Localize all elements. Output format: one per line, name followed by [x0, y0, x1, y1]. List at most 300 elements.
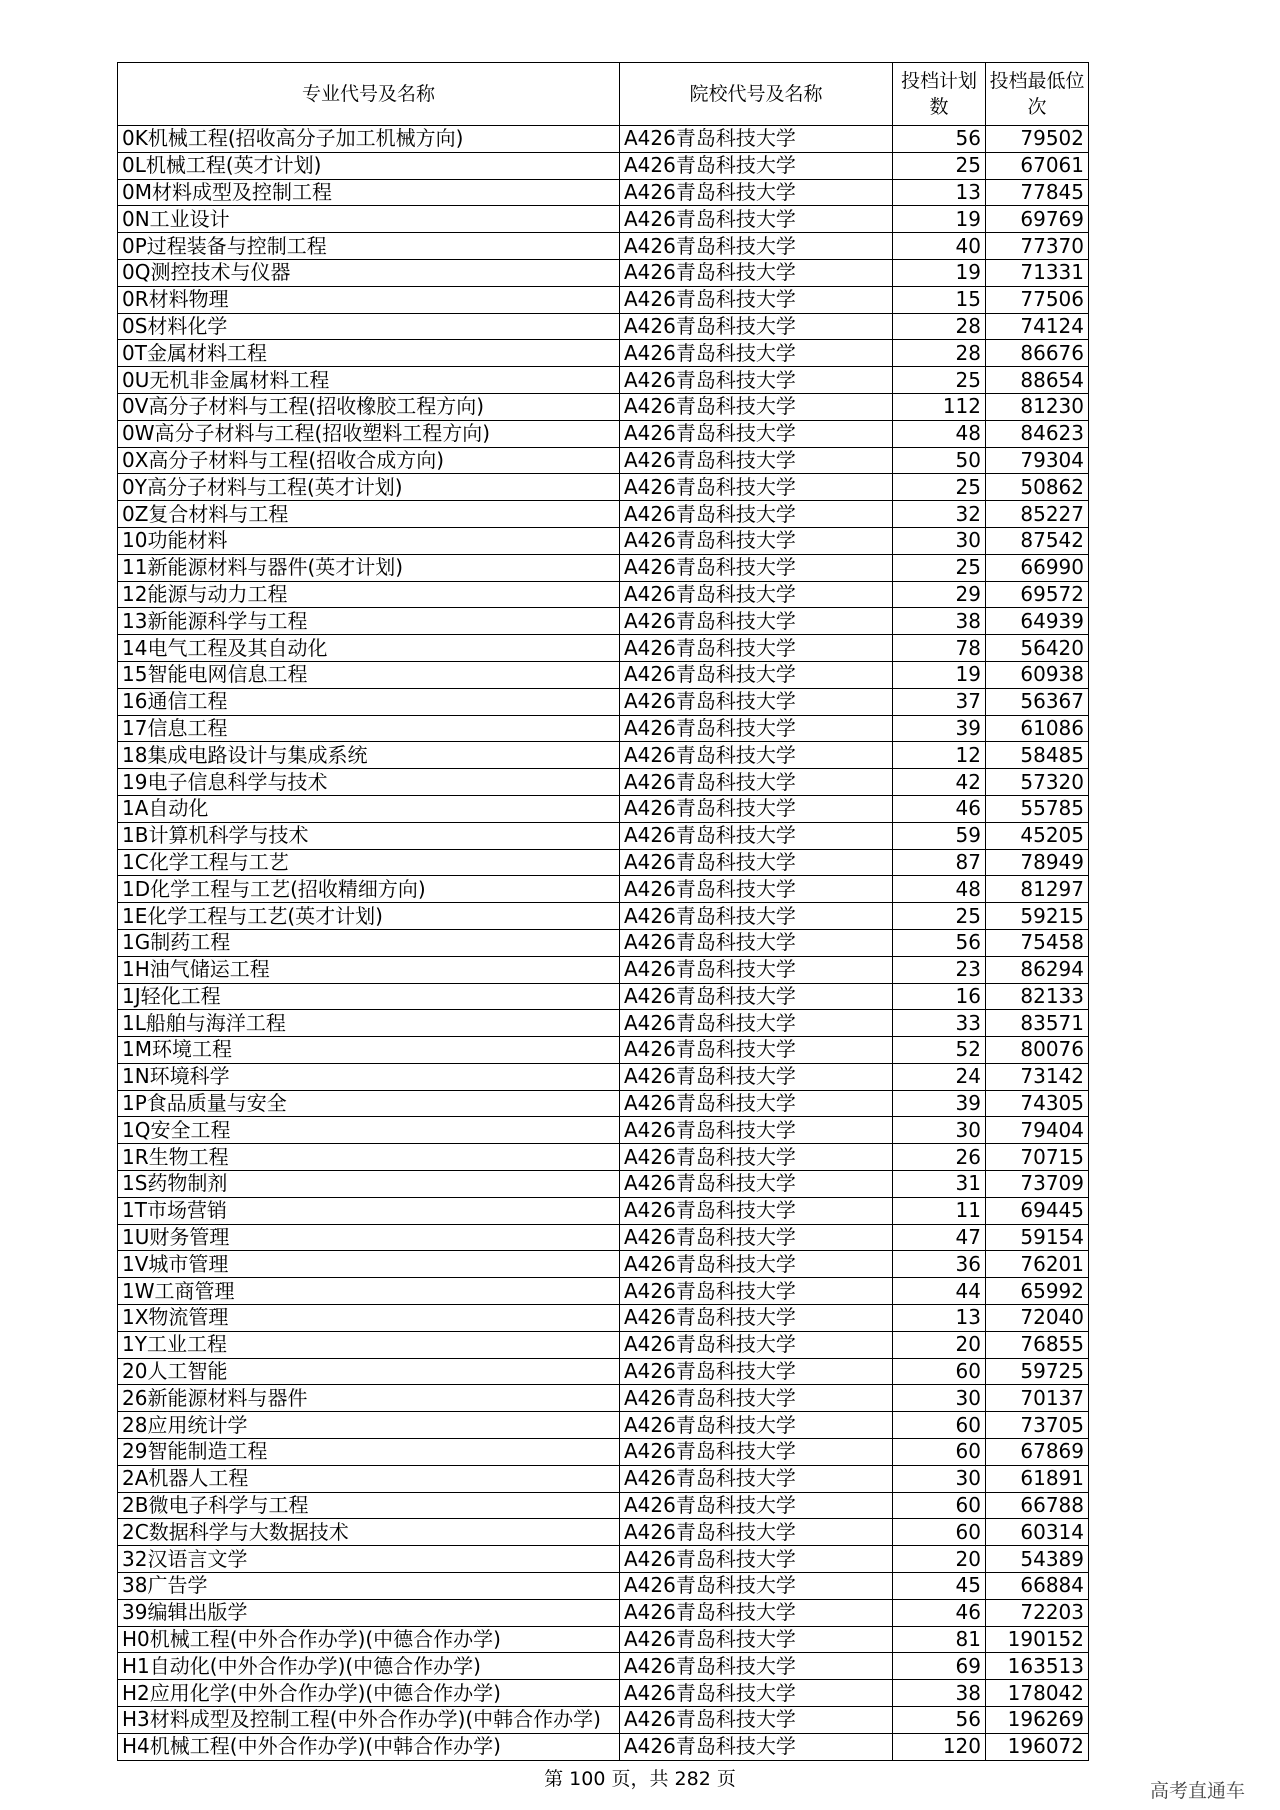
plan-count-cell: 39 — [893, 715, 986, 742]
min-rank-cell: 69572 — [986, 581, 1089, 608]
school-cell: A426青岛科技大学 — [620, 1680, 893, 1707]
table-row — [118, 1439, 1089, 1466]
table-row — [118, 1465, 1089, 1492]
school-cell: A426青岛科技大学 — [620, 1492, 893, 1519]
min-rank-cell: 58485 — [986, 742, 1089, 769]
header-plan-count: 投档计划数 — [893, 63, 986, 126]
school-cell: A426青岛科技大学 — [620, 1573, 893, 1600]
min-rank-cell: 69769 — [986, 206, 1089, 233]
plan-count-cell: 60 — [893, 1519, 986, 1546]
min-rank-cell: 86294 — [986, 956, 1089, 983]
major-cell: 0W高分子材料与工程(招收塑料工程方向) — [118, 420, 620, 447]
table-row — [118, 661, 1089, 688]
major-cell: 1E化学工程与工艺(英才计划) — [118, 903, 620, 930]
plan-count-cell: 19 — [893, 206, 986, 233]
school-cell: A426青岛科技大学 — [620, 1412, 893, 1439]
plan-count-cell: 36 — [893, 1251, 986, 1278]
school-cell: A426青岛科技大学 — [620, 1385, 893, 1412]
min-rank-cell: 78949 — [986, 849, 1089, 876]
min-rank-cell: 79502 — [986, 126, 1089, 153]
min-rank-cell: 59215 — [986, 903, 1089, 930]
school-cell: A426青岛科技大学 — [620, 769, 893, 796]
plan-count-cell: 56 — [893, 126, 986, 153]
school-cell: A426青岛科技大学 — [620, 1358, 893, 1385]
header-major: 专业代号及名称 — [118, 63, 620, 126]
plan-count-cell: 25 — [893, 554, 986, 581]
table-row — [118, 447, 1089, 474]
school-cell: A426青岛科技大学 — [620, 661, 893, 688]
major-cell: 17信息工程 — [118, 715, 620, 742]
header-row — [118, 63, 1089, 126]
min-rank-cell: 76855 — [986, 1331, 1089, 1358]
school-cell: A426青岛科技大学 — [620, 340, 893, 367]
school-cell: A426青岛科技大学 — [620, 1626, 893, 1653]
min-rank-cell: 59725 — [986, 1358, 1089, 1385]
table-row — [118, 608, 1089, 635]
plan-count-cell: 30 — [893, 527, 986, 554]
major-cell: 20人工智能 — [118, 1358, 620, 1385]
plan-count-cell: 28 — [893, 313, 986, 340]
plan-count-cell: 39 — [893, 1090, 986, 1117]
plan-count-cell: 45 — [893, 1573, 986, 1600]
min-rank-cell: 64939 — [986, 608, 1089, 635]
min-rank-cell: 77370 — [986, 233, 1089, 260]
plan-count-cell: 32 — [893, 501, 986, 528]
min-rank-cell: 80076 — [986, 1037, 1089, 1064]
table-row — [118, 983, 1089, 1010]
plan-count-cell: 19 — [893, 259, 986, 286]
major-cell: H1自动化(中外合作办学)(中德合作办学) — [118, 1653, 620, 1680]
table-row — [118, 849, 1089, 876]
school-cell: A426青岛科技大学 — [620, 393, 893, 420]
min-rank-cell: 72040 — [986, 1305, 1089, 1332]
major-cell: 1L船舶与海洋工程 — [118, 1010, 620, 1037]
plan-count-cell: 60 — [893, 1412, 986, 1439]
page-number: 第 100 页，共 282 页 — [544, 1768, 736, 1790]
table-row — [118, 1680, 1089, 1707]
min-rank-cell: 57320 — [986, 769, 1089, 796]
table-row — [118, 715, 1089, 742]
major-cell: 0R材料物理 — [118, 286, 620, 313]
plan-count-cell: 48 — [893, 876, 986, 903]
school-cell: A426青岛科技大学 — [620, 367, 893, 394]
table-row — [118, 1653, 1089, 1680]
table-row — [118, 286, 1089, 313]
school-cell: A426青岛科技大学 — [620, 420, 893, 447]
table-row — [118, 1010, 1089, 1037]
major-cell: 1P食品质量与安全 — [118, 1090, 620, 1117]
min-rank-cell: 82133 — [986, 983, 1089, 1010]
major-cell: 2C数据科学与大数据技术 — [118, 1519, 620, 1546]
plan-count-cell: 38 — [893, 1680, 986, 1707]
table-row — [118, 1358, 1089, 1385]
school-cell: A426青岛科技大学 — [620, 126, 893, 153]
school-cell: A426青岛科技大学 — [620, 1707, 893, 1734]
major-cell: 1H油气储运工程 — [118, 956, 620, 983]
major-cell: H4机械工程(中外合作办学)(中韩合作办学) — [118, 1733, 620, 1760]
major-cell: 0M材料成型及控制工程 — [118, 179, 620, 206]
plan-count-cell: 56 — [893, 1707, 986, 1734]
plan-count-cell: 15 — [893, 286, 986, 313]
major-cell: 32汉语言文学 — [118, 1546, 620, 1573]
min-rank-cell: 73709 — [986, 1171, 1089, 1198]
plan-count-cell: 87 — [893, 849, 986, 876]
min-rank-cell: 70137 — [986, 1385, 1089, 1412]
table-row — [118, 795, 1089, 822]
plan-count-cell: 29 — [893, 581, 986, 608]
min-rank-cell: 61891 — [986, 1465, 1089, 1492]
plan-count-cell: 37 — [893, 688, 986, 715]
plan-count-cell: 120 — [893, 1733, 986, 1760]
table-row — [118, 259, 1089, 286]
min-rank-cell: 71331 — [986, 259, 1089, 286]
school-cell: A426青岛科技大学 — [620, 1144, 893, 1171]
table-row — [118, 1492, 1089, 1519]
major-cell: 28应用统计学 — [118, 1412, 620, 1439]
plan-count-cell: 25 — [893, 367, 986, 394]
school-cell: A426青岛科技大学 — [620, 956, 893, 983]
table-row — [118, 1144, 1089, 1171]
major-cell: 1M环境工程 — [118, 1037, 620, 1064]
major-cell: 0V高分子材料与工程(招收橡胶工程方向) — [118, 393, 620, 420]
plan-count-cell: 16 — [893, 983, 986, 1010]
plan-count-cell: 56 — [893, 929, 986, 956]
school-cell: A426青岛科技大学 — [620, 286, 893, 313]
major-cell: 26新能源材料与器件 — [118, 1385, 620, 1412]
min-rank-cell: 75458 — [986, 929, 1089, 956]
min-rank-cell: 61086 — [986, 715, 1089, 742]
min-rank-cell: 67869 — [986, 1439, 1089, 1466]
major-cell: 0U无机非金属材料工程 — [118, 367, 620, 394]
school-cell: A426青岛科技大学 — [620, 1305, 893, 1332]
min-rank-cell: 178042 — [986, 1680, 1089, 1707]
min-rank-cell: 83571 — [986, 1010, 1089, 1037]
plan-count-cell: 44 — [893, 1278, 986, 1305]
major-cell: 1G制药工程 — [118, 929, 620, 956]
table-row — [118, 1733, 1089, 1760]
min-rank-cell: 73142 — [986, 1063, 1089, 1090]
major-cell: 1N环境科学 — [118, 1063, 620, 1090]
table-row — [118, 206, 1089, 233]
major-cell: 1V城市管理 — [118, 1251, 620, 1278]
plan-count-cell: 69 — [893, 1653, 986, 1680]
plan-count-cell: 25 — [893, 903, 986, 930]
school-cell: A426青岛科技大学 — [620, 1197, 893, 1224]
school-cell: A426青岛科技大学 — [620, 1331, 893, 1358]
major-cell: 1B计算机科学与技术 — [118, 822, 620, 849]
min-rank-cell: 77506 — [986, 286, 1089, 313]
school-cell: A426青岛科技大学 — [620, 903, 893, 930]
table-row — [118, 581, 1089, 608]
school-cell: A426青岛科技大学 — [620, 1519, 893, 1546]
school-cell: A426青岛科技大学 — [620, 1733, 893, 1760]
school-cell: A426青岛科技大学 — [620, 983, 893, 1010]
table-row — [118, 474, 1089, 501]
min-rank-cell: 73705 — [986, 1412, 1089, 1439]
table-row — [118, 1063, 1089, 1090]
min-rank-cell: 79404 — [986, 1117, 1089, 1144]
min-rank-cell: 67061 — [986, 152, 1089, 179]
major-cell: 1S药物制剂 — [118, 1171, 620, 1198]
plan-count-cell: 24 — [893, 1063, 986, 1090]
school-cell: A426青岛科技大学 — [620, 1171, 893, 1198]
table-row — [118, 903, 1089, 930]
table-row — [118, 635, 1089, 662]
plan-count-cell: 47 — [893, 1224, 986, 1251]
school-cell: A426青岛科技大学 — [620, 1465, 893, 1492]
min-rank-cell: 77845 — [986, 179, 1089, 206]
min-rank-cell: 84623 — [986, 420, 1089, 447]
major-cell: 1A自动化 — [118, 795, 620, 822]
plan-count-cell: 19 — [893, 661, 986, 688]
min-rank-cell: 74305 — [986, 1090, 1089, 1117]
major-cell: 1W工商管理 — [118, 1278, 620, 1305]
min-rank-cell: 56420 — [986, 635, 1089, 662]
major-cell: 0T金属材料工程 — [118, 340, 620, 367]
school-cell: A426青岛科技大学 — [620, 152, 893, 179]
table-row — [118, 1519, 1089, 1546]
major-cell: 1D化学工程与工艺(招收精细方向) — [118, 876, 620, 903]
min-rank-cell: 81297 — [986, 876, 1089, 903]
plan-count-cell: 78 — [893, 635, 986, 662]
table-row — [118, 367, 1089, 394]
plan-count-cell: 25 — [893, 152, 986, 179]
min-rank-cell: 50862 — [986, 474, 1089, 501]
table-row — [118, 527, 1089, 554]
table-row — [118, 1546, 1089, 1573]
table-row — [118, 876, 1089, 903]
plan-count-cell: 11 — [893, 1197, 986, 1224]
school-cell: A426青岛科技大学 — [620, 1010, 893, 1037]
plan-count-cell: 13 — [893, 1305, 986, 1332]
major-cell: 0K机械工程(招收高分子加工机械方向) — [118, 126, 620, 153]
plan-count-cell: 38 — [893, 608, 986, 635]
school-cell: A426青岛科技大学 — [620, 688, 893, 715]
school-cell: A426青岛科技大学 — [620, 1439, 893, 1466]
school-cell: A426青岛科技大学 — [620, 206, 893, 233]
major-cell: 2B微电子科学与工程 — [118, 1492, 620, 1519]
plan-count-cell: 48 — [893, 420, 986, 447]
plan-count-cell: 46 — [893, 1599, 986, 1626]
school-cell: A426青岛科技大学 — [620, 1278, 893, 1305]
table-row — [118, 688, 1089, 715]
school-cell: A426青岛科技大学 — [620, 635, 893, 662]
major-cell: 14电气工程及其自动化 — [118, 635, 620, 662]
plan-count-cell: 20 — [893, 1546, 986, 1573]
major-cell: 29智能制造工程 — [118, 1439, 620, 1466]
plan-count-cell: 30 — [893, 1385, 986, 1412]
min-rank-cell: 45205 — [986, 822, 1089, 849]
min-rank-cell: 66788 — [986, 1492, 1089, 1519]
table-row — [118, 956, 1089, 983]
table-row — [118, 126, 1089, 153]
min-rank-cell: 85227 — [986, 501, 1089, 528]
min-rank-cell: 69445 — [986, 1197, 1089, 1224]
table-row — [118, 340, 1089, 367]
major-cell: H0机械工程(中外合作办学)(中德合作办学) — [118, 1626, 620, 1653]
major-cell: 0Y高分子材料与工程(英才计划) — [118, 474, 620, 501]
table-row — [118, 742, 1089, 769]
school-cell: A426青岛科技大学 — [620, 1224, 893, 1251]
major-cell: 2A机器人工程 — [118, 1465, 620, 1492]
school-cell: A426青岛科技大学 — [620, 742, 893, 769]
min-rank-cell: 88654 — [986, 367, 1089, 394]
min-rank-cell: 60938 — [986, 661, 1089, 688]
min-rank-cell: 81230 — [986, 393, 1089, 420]
min-rank-cell: 72203 — [986, 1599, 1089, 1626]
major-cell: 10功能材料 — [118, 527, 620, 554]
school-cell: A426青岛科技大学 — [620, 929, 893, 956]
major-cell: 19电子信息科学与技术 — [118, 769, 620, 796]
table-row — [118, 1224, 1089, 1251]
plan-count-cell: 31 — [893, 1171, 986, 1198]
plan-count-cell: 40 — [893, 233, 986, 260]
major-cell: 0L机械工程(英才计划) — [118, 152, 620, 179]
table-body — [118, 126, 1089, 1761]
table-row — [118, 769, 1089, 796]
major-cell: 0X高分子材料与工程(招收合成方向) — [118, 447, 620, 474]
table-row — [118, 1385, 1089, 1412]
school-cell: A426青岛科技大学 — [620, 876, 893, 903]
plan-count-cell: 30 — [893, 1117, 986, 1144]
school-cell: A426青岛科技大学 — [620, 1117, 893, 1144]
major-cell: H2应用化学(中外合作办学)(中德合作办学) — [118, 1680, 620, 1707]
major-cell: 13新能源科学与工程 — [118, 608, 620, 635]
table-row — [118, 393, 1089, 420]
table-row — [118, 929, 1089, 956]
school-cell: A426青岛科技大学 — [620, 1546, 893, 1573]
table-row — [118, 1412, 1089, 1439]
min-rank-cell: 190152 — [986, 1626, 1089, 1653]
school-cell: A426青岛科技大学 — [620, 527, 893, 554]
plan-count-cell: 60 — [893, 1492, 986, 1519]
major-cell: 1J轻化工程 — [118, 983, 620, 1010]
table-row — [118, 1037, 1089, 1064]
min-rank-cell: 74124 — [986, 313, 1089, 340]
plan-count-cell: 112 — [893, 393, 986, 420]
school-cell: A426青岛科技大学 — [620, 1090, 893, 1117]
major-cell: 15智能电网信息工程 — [118, 661, 620, 688]
plan-count-cell: 50 — [893, 447, 986, 474]
header-min-rank: 投档最低位次 — [986, 63, 1089, 126]
watermark-text: 高考直通车 — [1150, 1780, 1246, 1802]
table-row — [118, 554, 1089, 581]
min-rank-cell: 196072 — [986, 1733, 1089, 1760]
admission-table — [117, 62, 1089, 1761]
school-cell: A426青岛科技大学 — [620, 1251, 893, 1278]
plan-count-cell: 81 — [893, 1626, 986, 1653]
plan-count-cell: 23 — [893, 956, 986, 983]
table-row — [118, 1626, 1089, 1653]
school-cell: A426青岛科技大学 — [620, 849, 893, 876]
plan-count-cell: 42 — [893, 769, 986, 796]
major-cell: 12能源与动力工程 — [118, 581, 620, 608]
major-cell: 0N工业设计 — [118, 206, 620, 233]
school-cell: A426青岛科技大学 — [620, 822, 893, 849]
min-rank-cell: 79304 — [986, 447, 1089, 474]
school-cell: A426青岛科技大学 — [620, 474, 893, 501]
plan-count-cell: 60 — [893, 1358, 986, 1385]
major-cell: 1Y工业工程 — [118, 1331, 620, 1358]
major-cell: 1C化学工程与工艺 — [118, 849, 620, 876]
school-cell: A426青岛科技大学 — [620, 233, 893, 260]
min-rank-cell: 59154 — [986, 1224, 1089, 1251]
table-row — [118, 1331, 1089, 1358]
min-rank-cell: 66884 — [986, 1573, 1089, 1600]
min-rank-cell: 60314 — [986, 1519, 1089, 1546]
school-cell: A426青岛科技大学 — [620, 1653, 893, 1680]
major-cell: 0S材料化学 — [118, 313, 620, 340]
min-rank-cell: 56367 — [986, 688, 1089, 715]
table-row — [118, 1278, 1089, 1305]
min-rank-cell: 54389 — [986, 1546, 1089, 1573]
school-cell: A426青岛科技大学 — [620, 608, 893, 635]
plan-count-cell: 13 — [893, 179, 986, 206]
plan-count-cell: 28 — [893, 340, 986, 367]
table-row — [118, 420, 1089, 447]
min-rank-cell: 65992 — [986, 1278, 1089, 1305]
min-rank-cell: 196269 — [986, 1707, 1089, 1734]
table-row — [118, 1090, 1089, 1117]
plan-count-cell: 25 — [893, 474, 986, 501]
major-cell: 39编辑出版学 — [118, 1599, 620, 1626]
school-cell: A426青岛科技大学 — [620, 313, 893, 340]
school-cell: A426青岛科技大学 — [620, 581, 893, 608]
table-row — [118, 313, 1089, 340]
major-cell: 0Z复合材料与工程 — [118, 501, 620, 528]
min-rank-cell: 66990 — [986, 554, 1089, 581]
major-cell: 0P过程装备与控制工程 — [118, 233, 620, 260]
school-cell: A426青岛科技大学 — [620, 447, 893, 474]
plan-count-cell: 60 — [893, 1439, 986, 1466]
major-cell: 11新能源材料与器件(英才计划) — [118, 554, 620, 581]
table-row — [118, 1171, 1089, 1198]
major-cell: H3材料成型及控制工程(中外合作办学)(中韩合作办学) — [118, 1707, 620, 1734]
table-row — [118, 1197, 1089, 1224]
min-rank-cell: 55785 — [986, 795, 1089, 822]
school-cell: A426青岛科技大学 — [620, 795, 893, 822]
table-row — [118, 179, 1089, 206]
major-cell: 38广告学 — [118, 1573, 620, 1600]
school-cell: A426青岛科技大学 — [620, 715, 893, 742]
table-row — [118, 1117, 1089, 1144]
major-cell: 1R生物工程 — [118, 1144, 620, 1171]
school-cell: A426青岛科技大学 — [620, 179, 893, 206]
major-cell: 1Q安全工程 — [118, 1117, 620, 1144]
plan-count-cell: 30 — [893, 1465, 986, 1492]
major-cell: 1T市场营销 — [118, 1197, 620, 1224]
school-cell: A426青岛科技大学 — [620, 1599, 893, 1626]
school-cell: A426青岛科技大学 — [620, 501, 893, 528]
school-cell: A426青岛科技大学 — [620, 554, 893, 581]
plan-count-cell: 59 — [893, 822, 986, 849]
min-rank-cell: 76201 — [986, 1251, 1089, 1278]
table-row — [118, 1305, 1089, 1332]
major-cell: 1X物流管理 — [118, 1305, 620, 1332]
major-cell: 1U财务管理 — [118, 1224, 620, 1251]
table-row — [118, 1573, 1089, 1600]
plan-count-cell: 20 — [893, 1331, 986, 1358]
min-rank-cell: 70715 — [986, 1144, 1089, 1171]
school-cell: A426青岛科技大学 — [620, 1037, 893, 1064]
table-row — [118, 1599, 1089, 1626]
table-row — [118, 501, 1089, 528]
major-cell: 0Q测控技术与仪器 — [118, 259, 620, 286]
plan-count-cell: 52 — [893, 1037, 986, 1064]
min-rank-cell: 87542 — [986, 527, 1089, 554]
min-rank-cell: 163513 — [986, 1653, 1089, 1680]
plan-count-cell: 33 — [893, 1010, 986, 1037]
